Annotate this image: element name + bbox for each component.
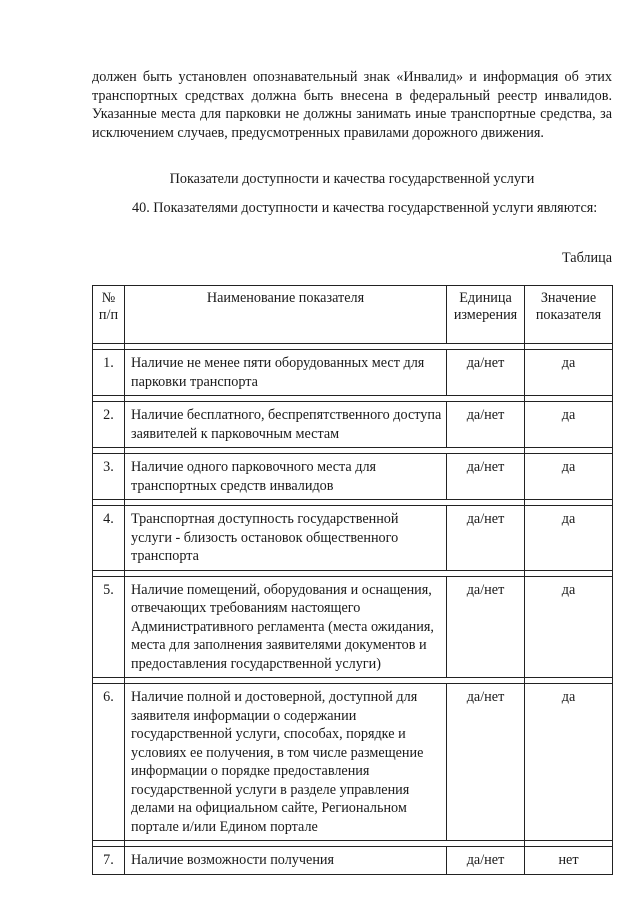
row-num: 1.: [93, 350, 125, 396]
header-num: № п/п: [93, 286, 125, 344]
row-value: да: [525, 454, 613, 500]
table-row: [93, 684, 613, 841]
row-unit: да/нет: [447, 350, 525, 396]
row-name: Наличие помещений, оборудования и оснащения, отвечающих требованиям настоящего Административного регламента (места ожидания, места для заполнения заявителями документов и предоставления государственной услуги): [125, 576, 447, 678]
row-name: Наличие бесплатного, беспрепятственного доступа заявителей к парковочным местам: [125, 402, 447, 448]
header-unit: Единица измерения: [447, 286, 525, 344]
row-num: 2.: [93, 402, 125, 448]
table-row: [93, 350, 613, 396]
table-row: [93, 402, 613, 448]
table-row: [93, 576, 613, 678]
table-row: [93, 454, 613, 500]
row-name: Транспортная доступность государственной услуги - близость остановок общественного транспорта: [125, 506, 447, 571]
row-name: Наличие возможности получения: [125, 847, 447, 875]
row-unit: да/нет: [447, 402, 525, 448]
row-unit: да/нет: [447, 684, 525, 841]
row-num: 3.: [93, 454, 125, 500]
row-unit: да/нет: [447, 506, 525, 571]
row-value: да: [525, 506, 613, 571]
row-num: 5.: [93, 576, 125, 678]
row-value: да: [525, 402, 613, 448]
row-unit: да/нет: [447, 454, 525, 500]
row-name: Наличие одного парковочного места для транспортных средств инвалидов: [125, 454, 447, 500]
table-header-row: [93, 286, 613, 344]
table-row: [93, 506, 613, 571]
table-label: Таблица: [561, 250, 612, 266]
item-40-paragraph: 40. Показателями доступности и качества государственной услуги являются:: [132, 200, 598, 216]
row-num: 7.: [93, 847, 125, 875]
intro-paragraph: должен быть установлен опознавательный знак «Инвалид» и информация об этих транспортных средствах должна быть внесена в федеральный реестр инвалидов. Указанные места для парковки не должны занимать иные транспортные средства, за исключением случаев, предусмотренных правилами дорожного движения.: [92, 69, 612, 141]
indicators-table: [92, 285, 613, 875]
row-name: Наличие полной и достоверной, доступной для заявителя информации о содержании государственной услуги, способах, порядке и условиях ее получения, в том числе размещение информации о порядке предоставления государственной услуги в разделе управления делами на официальном сайте, Региональном портале и/или Едином портале: [125, 684, 447, 841]
section-heading: Показатели доступности и качества государственной услуги: [169, 171, 535, 187]
header-name: Наименование показателя: [125, 286, 447, 344]
row-value: да: [525, 684, 613, 841]
row-value: да: [525, 576, 613, 678]
row-unit: да/нет: [447, 847, 525, 875]
row-num: 4.: [93, 506, 125, 571]
row-name: Наличие не менее пяти оборудованных мест для парковки транспорта: [125, 350, 447, 396]
row-unit: да/нет: [447, 576, 525, 678]
row-num: 6.: [93, 684, 125, 841]
row-value: да: [525, 350, 613, 396]
row-value: нет: [525, 847, 613, 875]
table-row: [93, 847, 613, 875]
header-value: Значение показателя: [525, 286, 613, 344]
